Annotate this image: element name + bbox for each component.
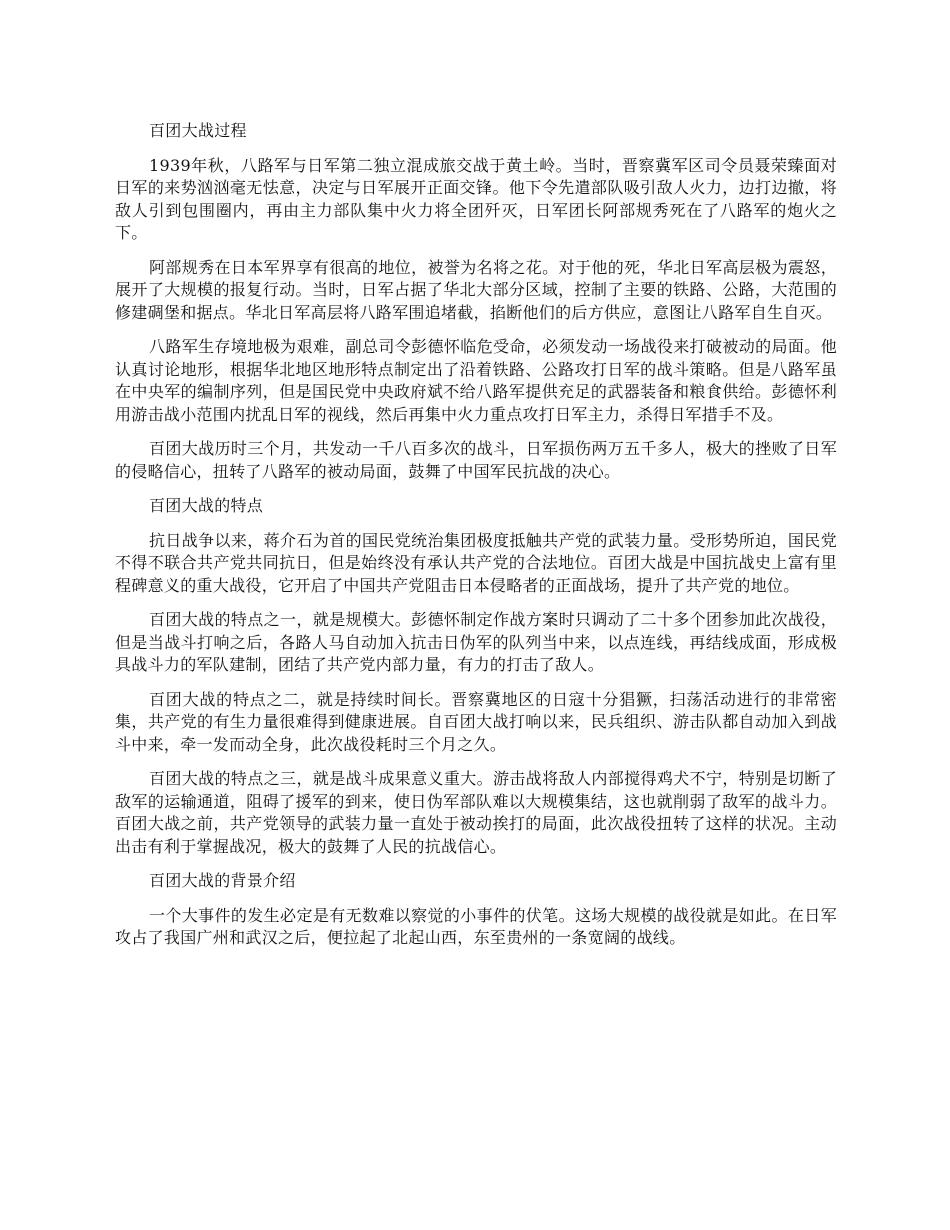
paragraph: 百团大战的特点之一，就是规模大。彭德怀制定作战方案时只调动了二十多个团参加此次战役，但是当战斗打响之后，各路人马自动加入抗击日伪军的队列当中来，以点连线，再结线成面，形成极具战斗力的军队建制，团结了共产党内部力量，有力的打击了敌人。 bbox=[115, 610, 837, 674]
document-page bbox=[115, 120, 837, 962]
paragraph: 阿部规秀在日本军界享有很高的地位，被誉为名将之花。对于他的死，华北日军高层极为震怒，展开了大规模的报复行动。当时，日军占据了华北大部分区域，控制了主要的铁路、公路，大范围的修建碉堡和据点。华北日军高层将八路军围追堵截，掐断他们的后方供应，意图让八路军自生自灭。 bbox=[115, 257, 837, 322]
paragraph: 1939年秋，八路军与日军第二独立混成旅交战于黄土岭。当时，晋察冀军区司令员聂荣臻面对日军的来势汹汹毫无怯意，决定与日军展开正面交锋。他下令先遣部队吸引敌人火力，边打边撤，将敌人引到包围圈内，再由主力部队集中火力将全团歼灭，日军团长阿部规秀死在了八路军的炮火之下。 bbox=[115, 155, 837, 242]
paragraph: 百团大战的特点之二，就是持续时间长。晋察冀地区的日寇十分猖獗，扫荡活动进行的非常密集，共产党的有生力量很难得到健康进展。自百团大战打响以来，民兵组织、游击队都自动加入到战斗中来，牵一发而动全身，此次战役耗时三个月之久。 bbox=[115, 689, 837, 754]
section-heading-process: 百团大战过程 bbox=[149, 121, 247, 140]
paragraph: 百团大战的特点之三，就是战斗成果意义重大。游击战将敌人内部搅得鸡犬不宁，特别是切断了敌军的运输通道，阻碍了援军的到来，使日伪军部队难以大规模集结，这也就削弱了敌军的战斗力。百团大战之前，共产党领导的武装力量一直处于被动挨打的局面，此次战役扭转了这样的状况。主动出击有利于掌握战况，极大的鼓舞了人民的抗战信心。 bbox=[115, 769, 837, 856]
paragraph: 抗日战争以来，蒋介石为首的国民党统治集团极度抵触共产党的武装力量。受形势所迫，国民党不得不联合共产党共同抗日，但是始终没有承认共产党的合法地位。百团大战是中国抗战史上富有里程碑意义的重大战役，它开启了中国共产党阻击日本侵略者的正面战场，提升了共产党的地位。 bbox=[115, 530, 837, 595]
paragraph: 一个大事件的发生必定是有无数难以察觉的小事件的伏笔。这场大规模的战役就是如此。在日军攻占了我国广州和武汉之后，便拉起了北起山西，东至贵州的一条宽阔的战线。 bbox=[115, 905, 837, 947]
section-heading-features: 百团大战的特点 bbox=[149, 496, 264, 515]
paragraph: 八路军生存境地极为艰难，副总司令彭德怀临危受命，必须发动一场战役来打破被动的局面。他认真讨论地形，根据华北地区地形特点制定出了沿着铁路、公路攻打日军的战斗策略。但是八路军虽在中央军的编制序列，但是国民党中央政府斌不给八路军提供充足的武器装备和粮食供给。彭德怀利用游击战小范围内扰乱日军的视线，然后再集中火力重点攻打日军主力，杀得日军措手不及。 bbox=[115, 337, 837, 424]
paragraph: 百团大战历时三个月，共发动一千八百多次的战斗，日军损伤两万五千多人，极大的挫败了日军的侵略信心，扭转了八路军的被动局面，鼓舞了中国军民抗战的决心。 bbox=[115, 439, 837, 481]
section-heading-background: 百团大战的背景介绍 bbox=[149, 871, 296, 890]
